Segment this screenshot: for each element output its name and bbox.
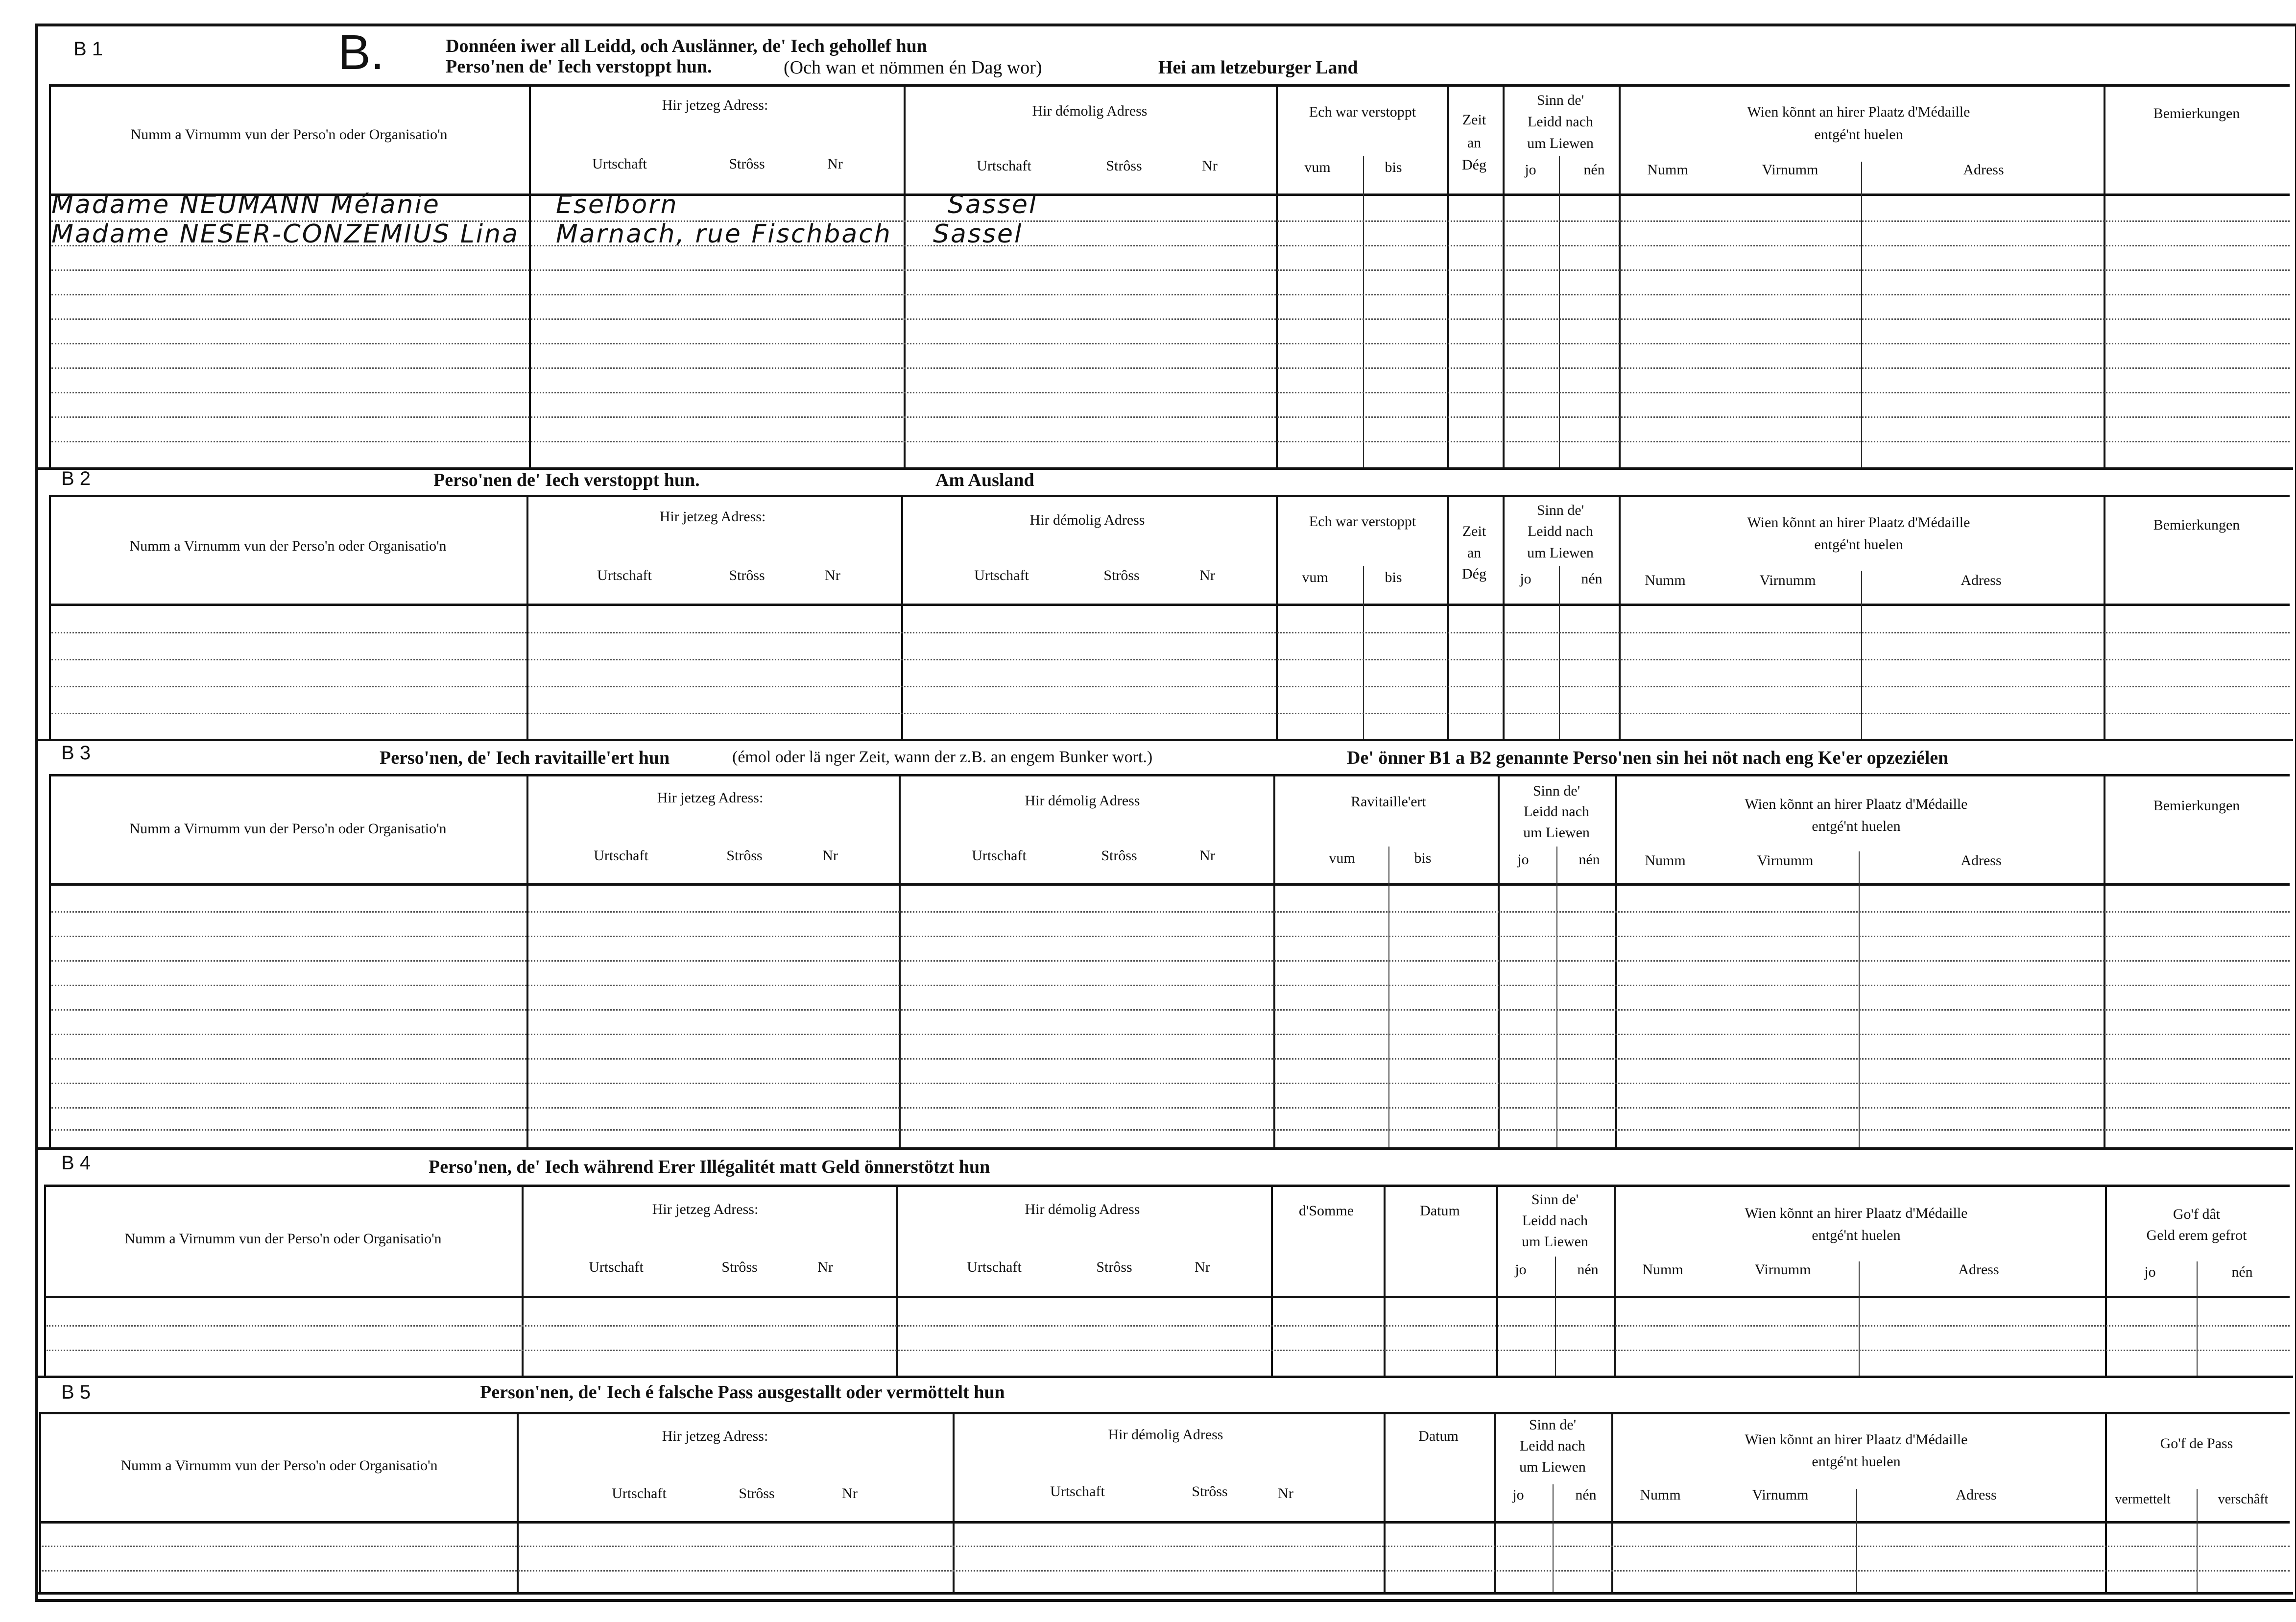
col-medal-b1: Wien kõnnt an hirer Plaatz d'Médaille (1747, 104, 1970, 120)
col-supplied-b3: Ravitaille'ert (1351, 794, 1426, 810)
col-remarks-b1: Bemierkungen (2153, 105, 2240, 121)
col-hidden-b1: Ech war verstoppt (1309, 104, 1416, 120)
b1-entry-2-current-town: Marnach, rue Fischbach (556, 219, 892, 249)
col-amount-b4: d'Somme (1298, 1203, 1354, 1219)
b1-title-line2: Perso'nen de' Iech verstoppt hun. (446, 56, 712, 77)
section-label-b4: B 4 (61, 1152, 91, 1174)
b2-location: Am Ausland (935, 470, 1034, 490)
b1-entry-2-former-town: Sassel (933, 219, 1023, 249)
b1-bottom (35, 467, 2293, 470)
b3-title: Perso'nen, de' Iech ravitaille'ert hun (380, 748, 670, 768)
b1-title-line1: Donnéen iwer all Leidd, och Auslänner, de' Iech gehollef hun (446, 36, 927, 56)
form-frame (35, 24, 2296, 1602)
col-former-address-b1: Hir démolig Adress (1032, 103, 1148, 119)
col-money-returned-b4: Go'f dât (2173, 1206, 2221, 1222)
b2-title: Perso'nen de' Iech verstoppt hun. (433, 470, 700, 490)
section-label-b5: B 5 (61, 1381, 91, 1403)
section-label-b1: B 1 (73, 38, 103, 60)
col-name-b5: Numm a Virnumm vun der Perso'n oder Organisatio'n (120, 1457, 438, 1474)
b1-entry-1-current-town: Eselborn (556, 190, 678, 219)
col-current-address-b1: Hir jetzeg Adress: (662, 97, 768, 113)
b1-entry-2-name: Madame NESER-CONZEMIUS Lina (51, 219, 519, 249)
col-date-b4: Datum (1420, 1203, 1460, 1219)
b3-title-note: (émol oder lä nger Zeit, wann der z.B. an engem Bunker wort.) (732, 748, 1153, 766)
section-label-b3: B 3 (61, 742, 91, 764)
col-name-b3: Numm a Virnumm vun der Perso'n oder Organisatio'n (129, 821, 447, 837)
b1-entry-1-name: Madame NEUMANN Mélanie (51, 190, 440, 219)
b4-title: Perso'nen, de' Iech während Erer Illégalitét matt Geld önnerstötzt hun (429, 1157, 990, 1177)
b5-title: Person'nen, de' Iech é falsche Pass ausgestallt oder vermöttelt hun (480, 1382, 1005, 1403)
col-name-b4: Numm a Virnumm vun der Perso'n oder Organisatio'n (124, 1231, 442, 1247)
b1-entry-1-former-town: Sassel (948, 190, 1038, 219)
b1-header-top (49, 84, 2290, 87)
col-name-b1: Numm a Virnumm vun der Perso'n oder Organisatio'n (130, 126, 448, 143)
col-pass-b5: Go'f de Pass (2160, 1435, 2233, 1452)
section-label-b2: B 2 (61, 468, 91, 489)
b3-note: De' önner B1 a B2 genannte Perso'nen sin hei nöt nach eng Ke'er opzeziélen (1347, 748, 1949, 768)
b1-location: Hei am letzeburger Land (1158, 57, 1358, 78)
col-date-b5: Datum (1418, 1428, 1459, 1444)
col-name-b2: Numm a Virnumm vun der Perso'n oder Organisatio'n (129, 538, 447, 554)
b1-title-note: (Och wan et nömmen én Dag wor) (784, 57, 1042, 78)
form-letter: B. (338, 25, 384, 80)
